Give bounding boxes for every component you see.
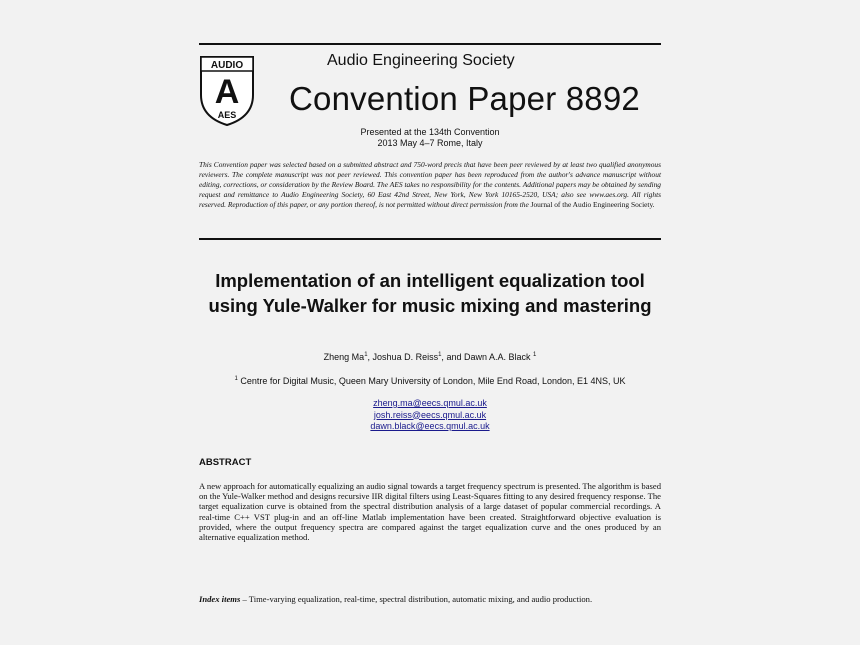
author-2-sup: 1	[438, 352, 442, 358]
presented-line-1: Presented at the 134th Convention	[360, 127, 500, 137]
index-terms	[199, 594, 661, 604]
author-1-sup: 1	[364, 352, 368, 358]
email-link-1[interactable]: zheng.ma@eecs.qmul.ac.uk	[373, 398, 487, 408]
email-link-2[interactable]: josh.reiss@eecs.qmul.ac.uk	[373, 409, 487, 420]
svg-text:AUDIO: AUDIO	[210, 60, 244, 71]
email-link-3[interactable]: dawn.black@eecs.qmul.ac.uk	[370, 421, 490, 431]
notice-journal: Journal of the Audio Engineering Society.	[530, 200, 655, 209]
email-list	[199, 398, 661, 433]
author-3-sup: 1	[533, 352, 537, 358]
notice-text: This Convention paper was selected based on a submitted abstract and 750-word precis that have been peer reviewed by at least two qualified anonymous reviewers. The complete manuscript was not peer reviewed. This convention paper has been reproduced from the author's advance manuscript without editing, corrections, or consideration by the Review Board. The AES takes no responsibility for the contents. Additional papers may be obtained by sending request and remittance to Audio Engineering Society, 60 East 42nd Street, New York, New York 10165-2520, USA; also see www.aes.org. All rights reserved. Reproduction of this paper, or any portion thereof, is not permitted without direct permission from the	[199, 160, 661, 209]
svg-text:A: A	[214, 73, 240, 111]
affiliation	[199, 376, 661, 386]
abstract-heading: ABSTRACT	[199, 457, 252, 468]
author-3: and Dawn A.A. Black	[446, 352, 531, 362]
aes-logo-icon	[199, 55, 255, 127]
svg-text:AES: AES	[217, 110, 237, 120]
index-terms-label: Index items	[199, 594, 241, 604]
paper-type-heading: Convention Paper 8892	[289, 80, 640, 117]
affiliation-text: Centre for Digital Music, Queen Mary University of London, Mile End Road, London, E1 4NS, UK	[240, 376, 626, 386]
abstract-text: A new approach for automatically equalizing an audio signal towards a target frequency spectrum is presented. The algorithm is based on the Yule-Walker method and designs recursive IIR digital filters using Least-Squares fitting to any desired frequency response. The target equalization curve is obtained from the spectral distribution analysis of a large dataset of popular commercial recordings. A real-time C++ VST plug-in and an off-line Matlab implementation have been created. Straightforward objective evaluation is provided, where the output frequency spectra are compared against the target equalization curve and the ones produced by an alternative equalization method.	[199, 481, 661, 543]
presented-line-2: 2013 May 4–7 Rome, Italy	[377, 138, 483, 148]
author-1: Zheng Ma	[323, 352, 365, 362]
society-name: Audio Engineering Society	[327, 52, 515, 69]
author-2: Joshua D. Reiss	[372, 352, 439, 362]
index-terms-text: – Time-varying equalization, real-time, spectral distribution, automatic mixing, and audio production.	[240, 594, 593, 604]
top-rule	[199, 43, 661, 45]
affiliation-sup: 1	[234, 376, 238, 382]
presented-at	[199, 127, 661, 149]
review-notice	[199, 160, 661, 210]
authors: Zheng Ma$^1$, Joshua D. Reiss$^1$, and Dawn A.A. Black $^1$	[323, 352, 537, 362]
middle-rule	[199, 238, 661, 240]
paper-title: Implementation of an intelligent equalization tool using Yule-Walker for music mixing and mastering	[208, 270, 652, 316]
